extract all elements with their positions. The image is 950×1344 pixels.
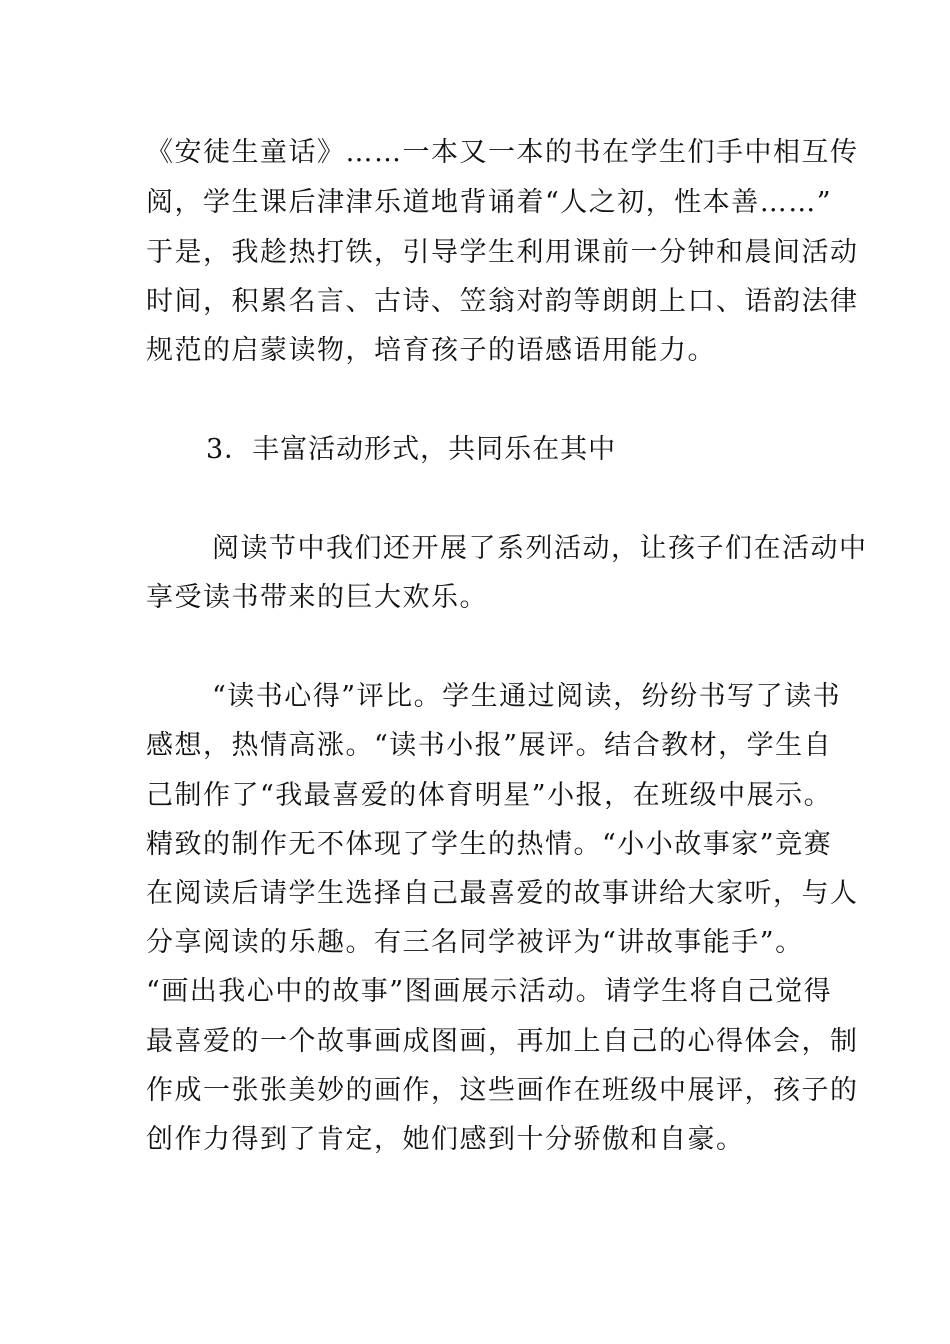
paragraph-line: 最喜爱的一个故事画成图画，再加上自己的心得体会，制: [146, 1026, 859, 1057]
paragraph-line: 在阅读后请学生选择自己最喜爱的故事讲给大家听，与人: [146, 878, 859, 909]
paragraph-line: 感想，热情高涨。“读书小报”展评。结合教材，学生自: [146, 730, 833, 761]
paragraph-line: 《安徒生童话》……一本又一本的书在学生们手中相互传: [146, 137, 859, 168]
paragraph-line: 己制作了“我最喜爱的体育明星”小报，在班级中展示。: [146, 780, 833, 811]
paragraph-line: 分享阅读的乐趣。有三名同学被评为“讲故事能手”。: [146, 927, 804, 958]
paragraph-line: 享受读书带来的巨大欢乐。: [146, 582, 488, 613]
paragraph-line: “画出我心中的故事”图画展示活动。请学生将自己觉得: [146, 976, 833, 1007]
paragraph-line: 规范的启蒙读物，培育孩子的语感语用能力。: [146, 335, 716, 366]
paragraph-line: 于是，我趁热打铁，引导学生利用课前一分钟和晨间活动: [146, 237, 859, 268]
section-heading: 3．丰富活动形式，共同乐在其中: [206, 434, 617, 465]
paragraph-line: 创作力得到了肯定，她们感到十分骄傲和自豪。: [146, 1124, 745, 1155]
paragraph-line: 时间，积累名言、古诗、笠翁对韵等朗朗上口、语韵法律: [146, 286, 859, 317]
paragraph-line: 阅读节中我们还开展了系列活动，让孩子们在活动中: [212, 533, 868, 564]
paragraph-line: 阅，学生课后津津乐道地背诵着“人之初，性本善……”: [146, 187, 833, 218]
paragraph-line: 作成一张张美妙的画作，这些画作在班级中展评，孩子的: [146, 1075, 859, 1106]
paragraph-line: 精致的制作无不体现了学生的热情。“小小故事家”竞赛: [146, 829, 833, 860]
paragraph-line: “读书心得”评比。学生通过阅读，纷纷书写了读书: [212, 681, 842, 712]
